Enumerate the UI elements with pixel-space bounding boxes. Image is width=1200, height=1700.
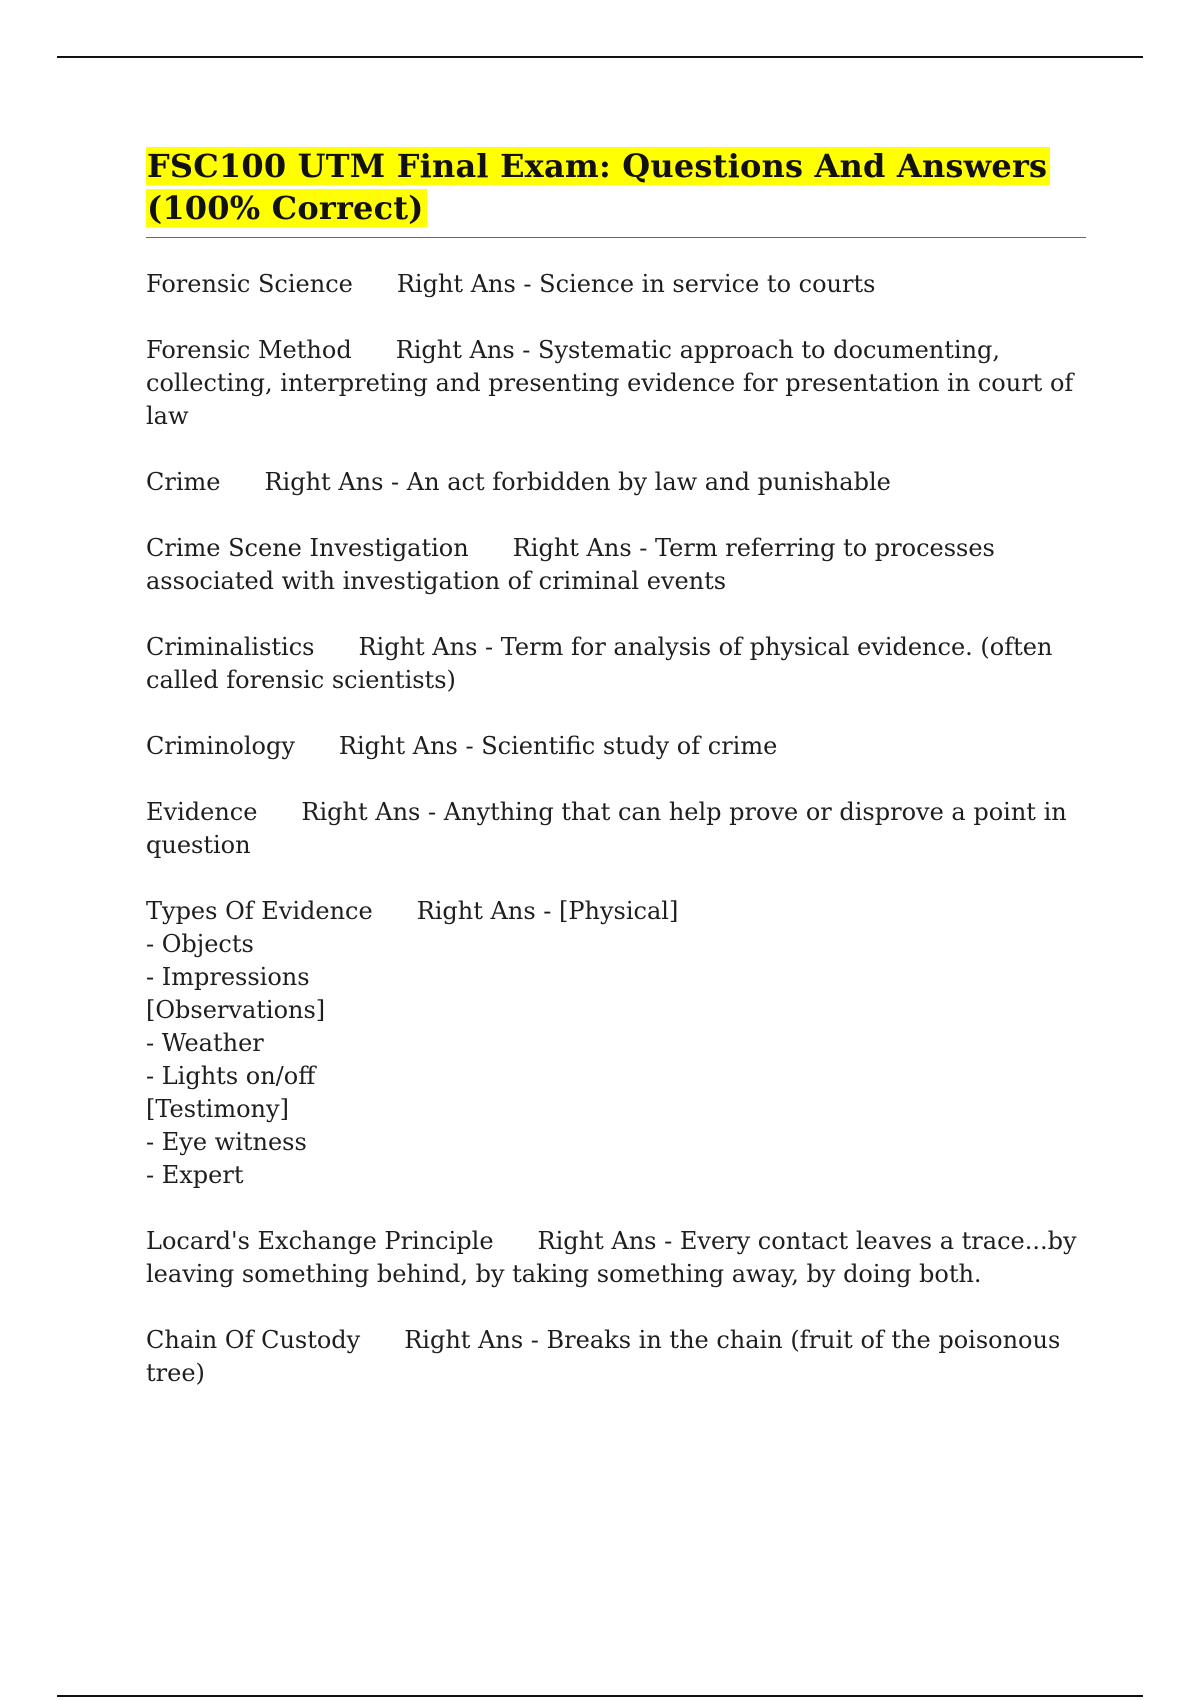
qa-answer: Right Ans - An act forbidden by law and punishable [264,468,891,496]
qa-term: Evidence [146,798,258,826]
qa-term: Locard's Exchange Principle [146,1227,494,1255]
qa-answer: Right Ans - Science in service to courts [396,270,876,298]
qa-answer-line: [Observations] [146,996,326,1024]
qa-answer: Right Ans - Breaks in the chain (fruit of the poisonous tree) [146,1326,1061,1387]
qa-item [146,1225,1086,1291]
qa-answer: Right Ans - Scientific study of crime [338,732,778,760]
qa-item [146,631,1086,697]
qa-item [146,268,1086,301]
qa-term: Crime Scene Investigation [146,534,469,562]
qa-item [146,334,1086,433]
qa-term: Forensic Science [146,270,353,298]
qa-answer-line: - Expert [146,1161,244,1189]
qa-answer: Right Ans - Systematic approach to documenting, collecting, interpreting and presenting evidence for presentation in court of law [146,336,1074,430]
document-title [146,145,1086,238]
qa-item [146,796,1086,862]
qa-term: Criminalistics [146,633,315,661]
qa-term: Criminology [146,732,295,760]
qa-answer: Right Ans - Term referring to processes associated with investigation of criminal events [146,534,995,595]
qa-term: Crime [146,468,221,496]
qa-answer-line: - Lights on/off [146,1062,316,1090]
qa-answer-line: - Weather [146,1029,264,1057]
qa-term: Types Of Evidence [146,897,373,925]
qa-item [146,466,1086,499]
qa-list [146,268,1086,1390]
qa-item [146,730,1086,763]
qa-answer: Right Ans - Term for analysis of physical evidence. (often called forensic scientists) [146,633,1053,694]
qa-answer-line: - Eye witness [146,1128,307,1156]
document-title-text: FSC100 UTM Final Exam: Questions And Answers (100% Correct) [146,147,1050,227]
qa-term: Forensic Method [146,336,352,364]
qa-answer-line: [Testimony] [146,1095,289,1123]
qa-term: Chain Of Custody [146,1326,361,1354]
qa-item [146,1324,1086,1390]
qa-answer-line: - Objects [146,930,254,958]
qa-answer: Right Ans - Every contact leaves a trace...by leaving something behind, by taking something away, by doing both. [146,1227,1077,1288]
qa-item [146,895,1086,1192]
qa-item [146,532,1086,598]
page-bottom-rule [57,1695,1143,1697]
page-top-rule [57,56,1143,58]
qa-answer: Right Ans - [Physical] [416,897,679,925]
document-body [146,145,1086,1423]
qa-answer-line: - Impressions [146,963,310,991]
qa-answer: Right Ans - Anything that can help prove or disprove a point in question [146,798,1067,859]
